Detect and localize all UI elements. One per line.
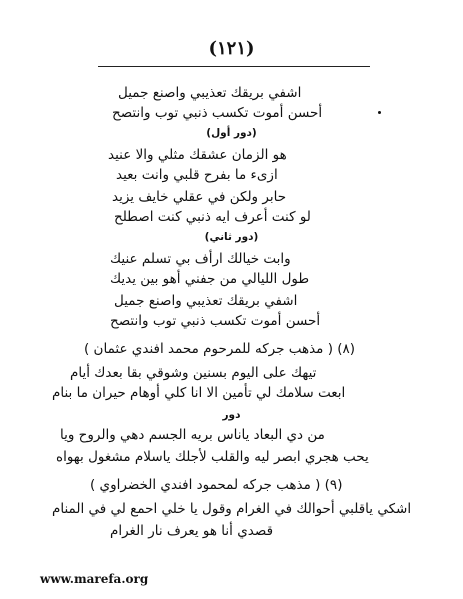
verse-line: حابر ولكن في عقلي خايف يزيد: [112, 189, 287, 205]
verse-line: ازىء ما بفرح قلبي وانت بعيد: [116, 167, 278, 183]
footer-url: www.marefa.org: [40, 572, 149, 586]
verse-line: لو كنت أعرف ايه ذنبي كنت اصطلح: [114, 209, 311, 225]
verse-line: طول الليالي من جفني أهو بين يديك: [110, 271, 310, 287]
verse-line: وابت خيالك ارأف بي تسلم عنيك: [110, 251, 291, 267]
verse-marker-dot: [378, 111, 381, 114]
section-heading: دور: [222, 409, 241, 421]
verse-line: اشكي ياقلبي أحوالك في الغرام وقول يا خلي احمع لي في المنام: [52, 501, 412, 517]
verse-line: تيهك على اليوم بسنين وشوقي بقا بعدك أيام: [70, 365, 317, 381]
verse-line: من دي البعاد ياناس بريه الجسم دهي والروح ويا: [60, 427, 325, 443]
verse-line: هو الزمان عشقك مثلي والا عنيد: [108, 147, 287, 163]
verse-line: قصدي أنا هو يعرف نار الغرام: [110, 523, 274, 539]
verse-line: اشفي بريقك تعذيبي واصنع جميل: [118, 85, 302, 101]
section-heading: (دور أول): [206, 127, 257, 139]
song-heading: (٩) ( مذهب جركه لمحمود افندي الخضراوي ): [90, 477, 343, 493]
verse-line: ابعت سلامك لي تأمين الا انا كلي أوهام حيران ما بنام: [52, 385, 346, 401]
page-number: (١٢١): [208, 38, 255, 59]
song-heading: (٨) ( مذهب جركه للمرحوم محمد افندي عثمان ): [84, 341, 356, 357]
verse-line: أحسن أموت تكسب ذنبي توب وانتصح: [110, 313, 321, 329]
header-rule: [98, 66, 370, 67]
verse-line: أحسن أموت تكسب ذنبي توب وانتصح: [112, 105, 323, 121]
verse-line: يحب هجري ابصر ليه والقلب لأجلك ياسلام مشغول بهواه: [56, 449, 369, 465]
verse-line: اشفي بريقك تعذيبي واصنع جميل: [114, 293, 298, 309]
section-heading: (دور ثاني): [204, 231, 259, 243]
